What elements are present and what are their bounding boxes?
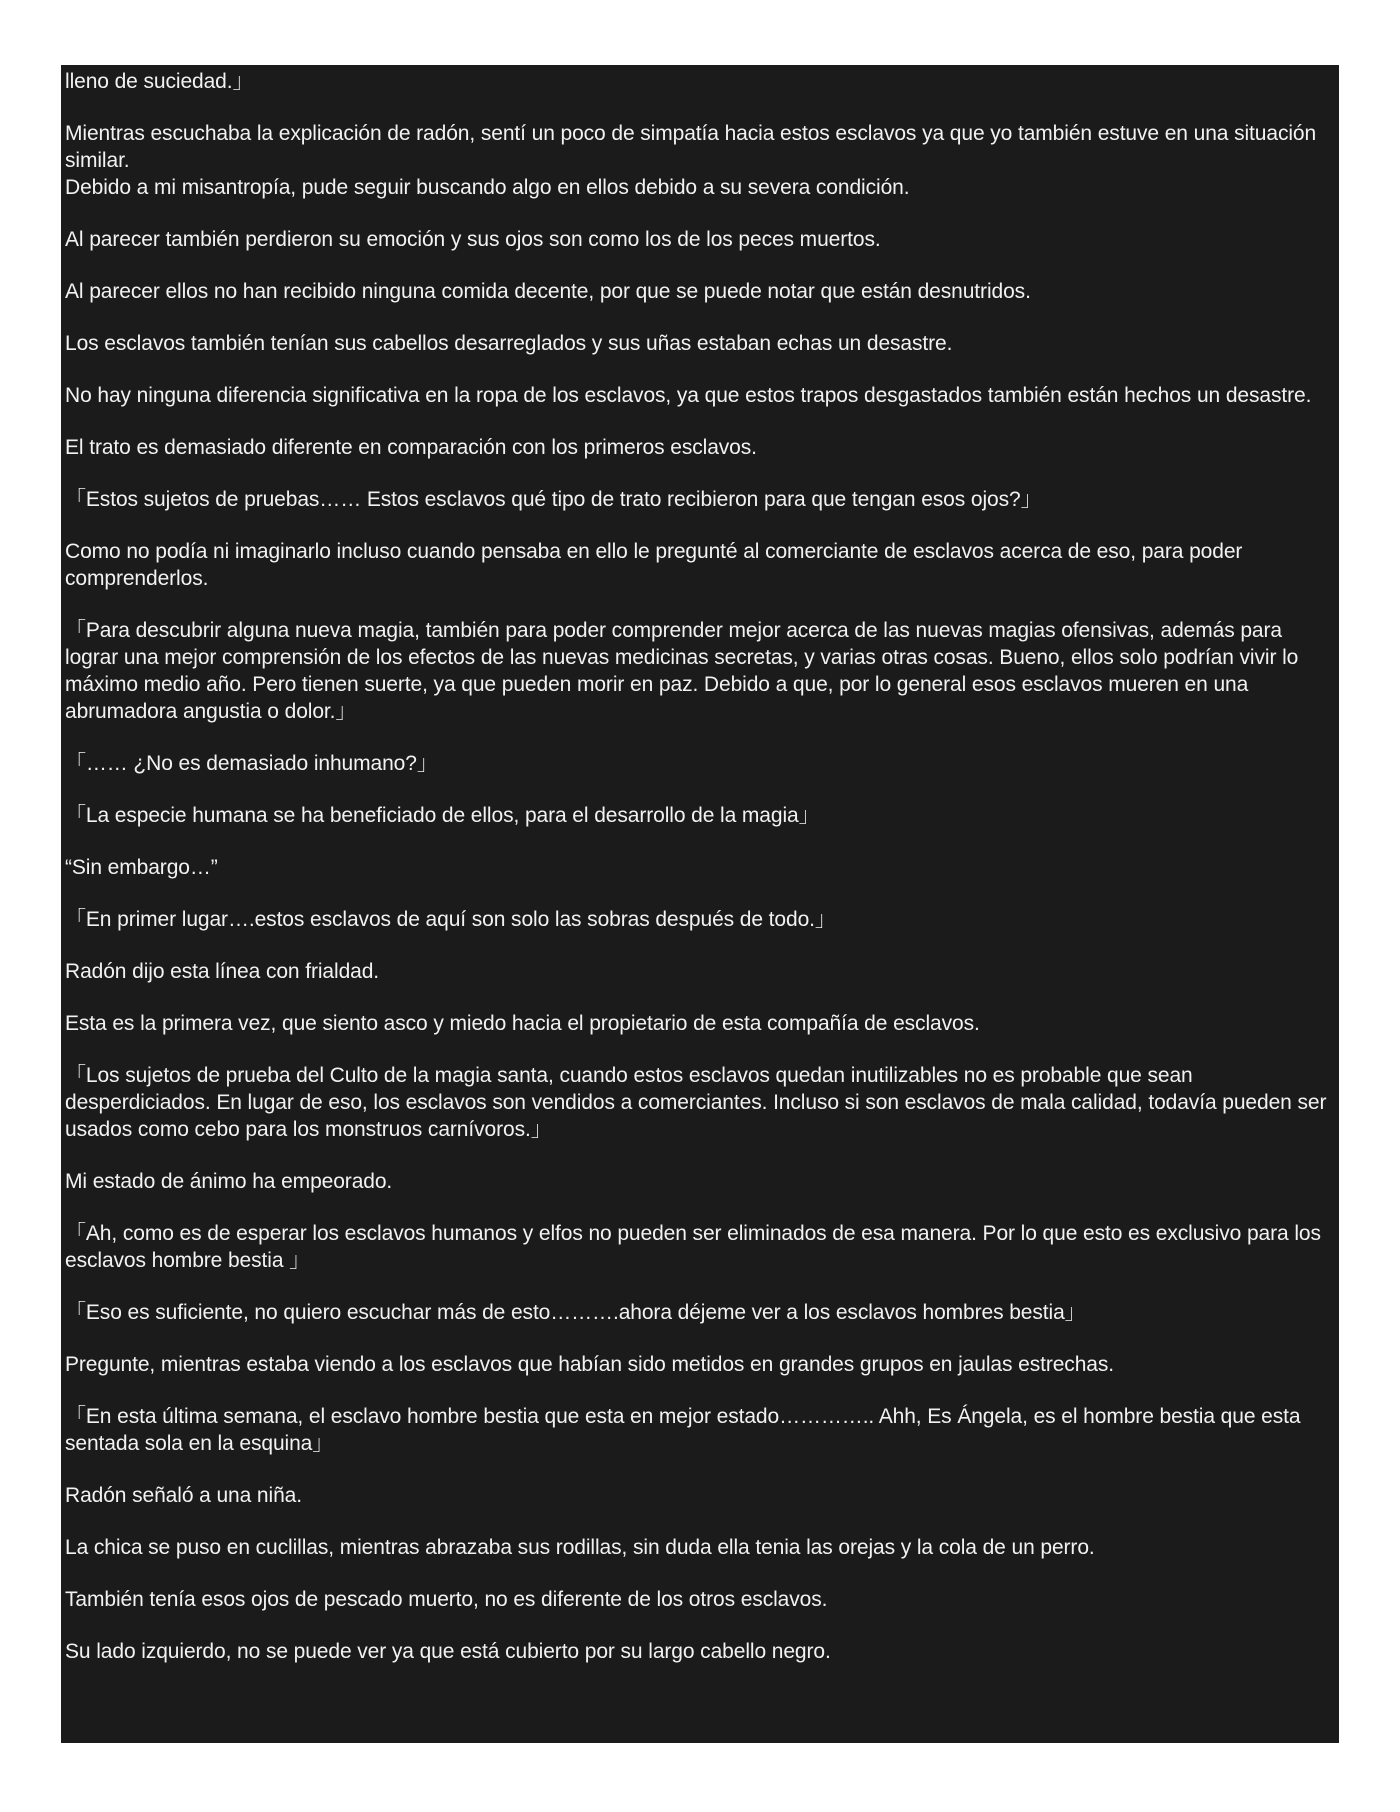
paragraph: Radón señaló a una niña. (65, 1484, 302, 1507)
paragraph: El trato es demasiado diferente en comparación con los primeros esclavos. (65, 436, 757, 459)
paragraph: 「Para descubrir alguna nueva magia, también para poder comprender mejor acerca de las nuevas magias ofensivas, además para lograr una mejor comprensión de los efectos de las nuevas medicinas secretas, y varias otras cosas. Bueno, ellos solo podrían vivir lo máximo medio año. Pero tienen suerte, ya que pueden morir en paz. Debido a que, por lo general esos esclavos mueren en una abrumadora angustia o dolor.」 (65, 619, 1299, 723)
document-page (61, 65, 1339, 1743)
paragraph: Mientras escuchaba la explicación de radón, sentí un poco de simpatía hacia estos esclavos ya que yo también estuve en una situación similar. Debido a mi misantropía, pude seguir buscando algo en ellos debido a su severa condición. (65, 122, 1317, 199)
paragraph: La chica se puso en cuclillas, mientras abrazaba sus rodillas, sin duda ella tenia las orejas y la cola de un perro. (65, 1536, 1095, 1559)
paragraph: 「En primer lugar….estos esclavos de aquí son solo las sobras después de todo.」 (65, 908, 836, 931)
paragraph: Su lado izquierdo, no se puede ver ya que está cubierto por su largo cabello negro. (65, 1640, 831, 1663)
paragraph: Mi estado de ánimo ha empeorado. (65, 1170, 393, 1193)
paragraph: Los esclavos también tenían sus cabellos desarreglados y sus uñas estaban echas un desastre. (65, 332, 953, 355)
paragraph: Esta es la primera vez, que siento asco y miedo hacia el propietario de esta compañía de esclavos. (65, 1012, 980, 1035)
paragraph: También tenía esos ojos de pescado muerto, no es diferente de los otros esclavos. (65, 1588, 828, 1611)
paragraph: Como no podía ni imaginarlo incluso cuando pensaba en ello le pregunté al comerciante de esclavos acerca de eso, para poder comprenderlos. (65, 540, 1243, 590)
paragraph: 「Los sujetos de prueba del Culto de la magia santa, cuando estos esclavos quedan inutilizables no es probable que sean desperdiciados. En lugar de eso, los esclavos son vendidos a comerciantes. Incluso si son esclavos de mala calidad, todavía pueden ser usados como cebo para los monstruos carnívoros.」 (65, 1064, 1327, 1141)
paragraph: “Sin embargo…” (65, 856, 218, 879)
paragraph: Al parecer ellos no han recibido ninguna comida decente, por que se puede notar que están desnutridos. (65, 280, 1031, 303)
paragraph: Pregunte, mientras estaba viendo a los esclavos que habían sido metidos en grandes grupos en jaulas estrechas. (65, 1353, 1114, 1376)
paragraph: No hay ninguna diferencia significativa en la ropa de los esclavos, ya que estos trapos desgastados también están hechos un desastre. (65, 384, 1312, 407)
paragraph: Al parecer también perdieron su emoción y sus ojos son como los de los peces muertos. (65, 228, 881, 251)
paragraph: 「La especie humana se ha beneficiado de ellos, para el desarrollo de la magia」 (65, 804, 820, 827)
paragraph: 「Eso es suficiente, no quiero escuchar más de esto……….ahora déjeme ver a los esclavos hombres bestia」 (65, 1301, 1086, 1324)
paragraph: 「…… ¿No es demasiado inhumano?」 (65, 752, 438, 775)
paragraph: lleno de suciedad.」 (65, 70, 254, 93)
paragraph: Radón dijo esta línea con frialdad. (65, 960, 380, 983)
paragraph: 「Ah, como es de esperar los esclavos humanos y elfos no pueden ser eliminados de esa manera. Por lo que esto es exclusivo para los esclavos hombre bestia 」 (65, 1222, 1321, 1272)
paragraph: 「En esta última semana, el esclavo hombre bestia que esta en mejor estado………….. Ahh, Es Ángela, es el hombre bestia que esta sentada sola en la esquina」 (65, 1405, 1301, 1455)
paragraph: 「Estos sujetos de pruebas…… Estos esclavos qué tipo de trato recibieron para que tengan esos ojos?」 (65, 488, 1042, 511)
